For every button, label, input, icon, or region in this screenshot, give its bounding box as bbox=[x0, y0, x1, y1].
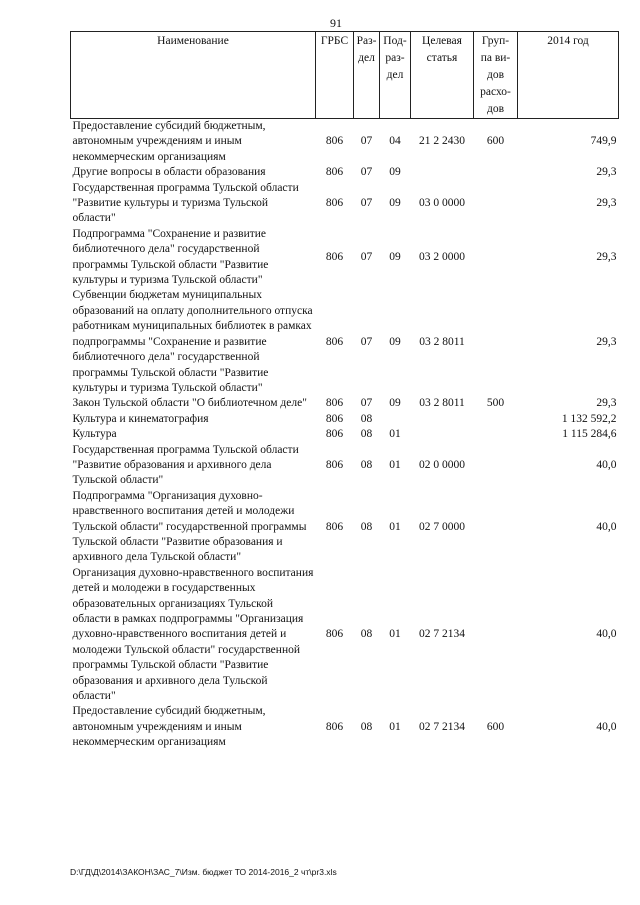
header-grbs: ГРБС bbox=[316, 32, 354, 119]
row-group: 500 bbox=[486, 397, 505, 410]
row-amount: 29,3 bbox=[596, 397, 617, 410]
row-amount: 40,0 bbox=[596, 628, 617, 641]
row-grbs: 806 bbox=[325, 166, 344, 179]
row-amount: 40,0 bbox=[596, 720, 617, 733]
header-group: Груп- па ви- дов расхо- дов bbox=[474, 32, 518, 119]
row-name: Государственная программа Тульской области "Развитие культуры и туризма Тульской области" bbox=[72, 181, 299, 225]
row-name: Подпрограмма "Организация духовно-нравственного воспитания детей и молодежи Тульской области" государственной программы Тульской области "Развитие образования и архивного дела Тульской области" bbox=[72, 489, 307, 564]
table-row bbox=[71, 165, 619, 180]
row-amount: 29,3 bbox=[596, 335, 617, 348]
row-group: 600 bbox=[486, 135, 505, 148]
table-row bbox=[71, 443, 619, 489]
header-year: 2014 год bbox=[518, 32, 619, 119]
row-subsection: 09 bbox=[389, 397, 401, 410]
row-subsection: 01 bbox=[389, 628, 401, 641]
row-grbs: 806 bbox=[325, 720, 344, 733]
row-grbs: 806 bbox=[325, 458, 344, 471]
row-target: 03 2 8011 bbox=[419, 397, 465, 410]
row-grbs: 806 bbox=[325, 412, 344, 425]
header-subsection: Под- раз- дел bbox=[380, 32, 411, 119]
table-row bbox=[71, 119, 619, 166]
row-group: 600 bbox=[486, 720, 505, 733]
row-section: 07 bbox=[360, 135, 373, 148]
row-target bbox=[411, 165, 474, 180]
row-section: 08 bbox=[360, 520, 373, 533]
row-name: Подпрограмма "Сохранение и развитие библиотечного дела" государственной программы Тульской области "Развитие культуры и туризма Тульской области" bbox=[72, 227, 269, 287]
header-target: Целевая статья bbox=[411, 32, 474, 119]
row-group bbox=[474, 227, 518, 289]
row-section: 07 bbox=[360, 335, 373, 348]
row-name: Другие вопросы в области образования bbox=[72, 166, 266, 179]
row-subsection: 09 bbox=[389, 250, 401, 263]
row-name: Закон Тульской области "О библиотечном деле" bbox=[72, 397, 307, 410]
row-amount: 40,0 bbox=[596, 458, 617, 471]
row-group bbox=[474, 181, 518, 227]
row-grbs: 806 bbox=[325, 335, 344, 348]
row-subsection: 01 bbox=[389, 720, 401, 733]
table-row bbox=[71, 227, 619, 289]
row-group bbox=[474, 412, 518, 427]
row-amount: 749,9 bbox=[590, 135, 617, 148]
row-group bbox=[474, 443, 518, 489]
row-name: Культура bbox=[72, 428, 117, 441]
row-section: 08 bbox=[360, 458, 373, 471]
row-subsection: 09 bbox=[389, 166, 401, 179]
row-target bbox=[411, 427, 474, 442]
row-grbs: 806 bbox=[325, 197, 344, 210]
row-section: 08 bbox=[360, 628, 373, 641]
row-section: 07 bbox=[360, 166, 373, 179]
table-row bbox=[71, 427, 619, 442]
row-grbs: 806 bbox=[325, 250, 344, 263]
row-group bbox=[474, 288, 518, 396]
row-name: Предоставление субсидий бюджетным, автономным учреждениям и иным некоммерческим организациям bbox=[72, 705, 266, 749]
row-subsection: 04 bbox=[389, 135, 401, 148]
row-name: Предоставление субсидий бюджетным, автономным учреждениям и иным некоммерческим организациям bbox=[72, 120, 266, 163]
row-target: 02 7 0000 bbox=[419, 520, 465, 533]
row-amount: 40,0 bbox=[596, 520, 617, 533]
row-group bbox=[474, 427, 518, 442]
row-amount: 29,3 bbox=[596, 166, 617, 179]
row-amount: 1 132 592,2 bbox=[561, 412, 617, 425]
row-subsection: 09 bbox=[389, 335, 401, 348]
row-amount: 1 115 284,6 bbox=[562, 428, 617, 441]
table-row bbox=[71, 566, 619, 705]
row-grbs: 806 bbox=[325, 397, 344, 410]
row-target: 02 7 2134 bbox=[419, 720, 465, 733]
row-target bbox=[411, 412, 474, 427]
row-grbs: 806 bbox=[325, 135, 344, 148]
row-subsection: 09 bbox=[389, 197, 401, 210]
row-section: 08 bbox=[360, 428, 373, 441]
file-path-footer: D:\ГД\Д\2014\ЗАКОН\ЗАС_7\Изм. бюджет ТО 2014-2016_2 чт\pr3.xls bbox=[70, 867, 337, 877]
row-target: 02 0 0000 bbox=[419, 458, 465, 471]
row-section: 07 bbox=[360, 397, 373, 410]
row-group bbox=[474, 489, 518, 566]
page-number: 91 bbox=[330, 16, 342, 30]
budget-table bbox=[70, 31, 619, 751]
row-grbs: 806 bbox=[325, 628, 344, 641]
table-row bbox=[71, 396, 619, 411]
row-target: 21 2 2430 bbox=[419, 135, 465, 148]
row-name: Организация духовно-нравственного воспитания детей и молодежи в государственных образовательных организациях Тульской области в рамках подпрограммы "Организация духовно-нравственного воспитания детей и молодежи Тульской области" государственной программы Тульской области "Развитие образования и архивного дела Тульской области" bbox=[72, 566, 314, 703]
row-section: 08 bbox=[360, 720, 373, 733]
row-target: 03 2 0000 bbox=[419, 250, 465, 263]
table-row bbox=[71, 412, 619, 427]
row-subsection: 01 bbox=[389, 428, 401, 441]
row-section: 07 bbox=[360, 250, 373, 263]
row-grbs: 806 bbox=[325, 520, 344, 533]
table-row bbox=[71, 489, 619, 566]
row-amount: 29,3 bbox=[596, 197, 617, 210]
header-name: Наименование bbox=[71, 32, 316, 119]
row-subsection: 01 bbox=[389, 458, 401, 471]
table-header-row bbox=[71, 32, 619, 119]
table-row bbox=[71, 704, 619, 750]
row-subsection bbox=[380, 412, 411, 427]
row-target: 02 7 2134 bbox=[419, 628, 465, 641]
row-amount: 29,3 bbox=[596, 250, 617, 263]
row-group bbox=[474, 165, 518, 180]
row-target: 03 2 8011 bbox=[419, 335, 465, 348]
row-name: Культура и кинематография bbox=[72, 412, 209, 425]
row-group bbox=[474, 566, 518, 705]
row-name: Субвенции бюджетам муниципальных образований на оплату дополнительного отпуска работникам муниципальных библиотек в рамках подпрограммы "Сохранение и развитие библиотечного дела" государственной программы Тульской области "Развитие культуры и туризма Тульской области" bbox=[72, 289, 313, 394]
row-subsection: 01 bbox=[389, 520, 401, 533]
row-name: Государственная программа Тульской области "Развитие образования и архивного дела Тульской области" bbox=[72, 443, 299, 487]
row-section: 08 bbox=[360, 412, 373, 425]
row-grbs: 806 bbox=[325, 428, 344, 441]
header-section: Раз- дел bbox=[354, 32, 380, 119]
table-row bbox=[71, 181, 619, 227]
row-target: 03 0 0000 bbox=[419, 197, 465, 210]
row-section: 07 bbox=[360, 197, 373, 210]
table-row bbox=[71, 288, 619, 396]
